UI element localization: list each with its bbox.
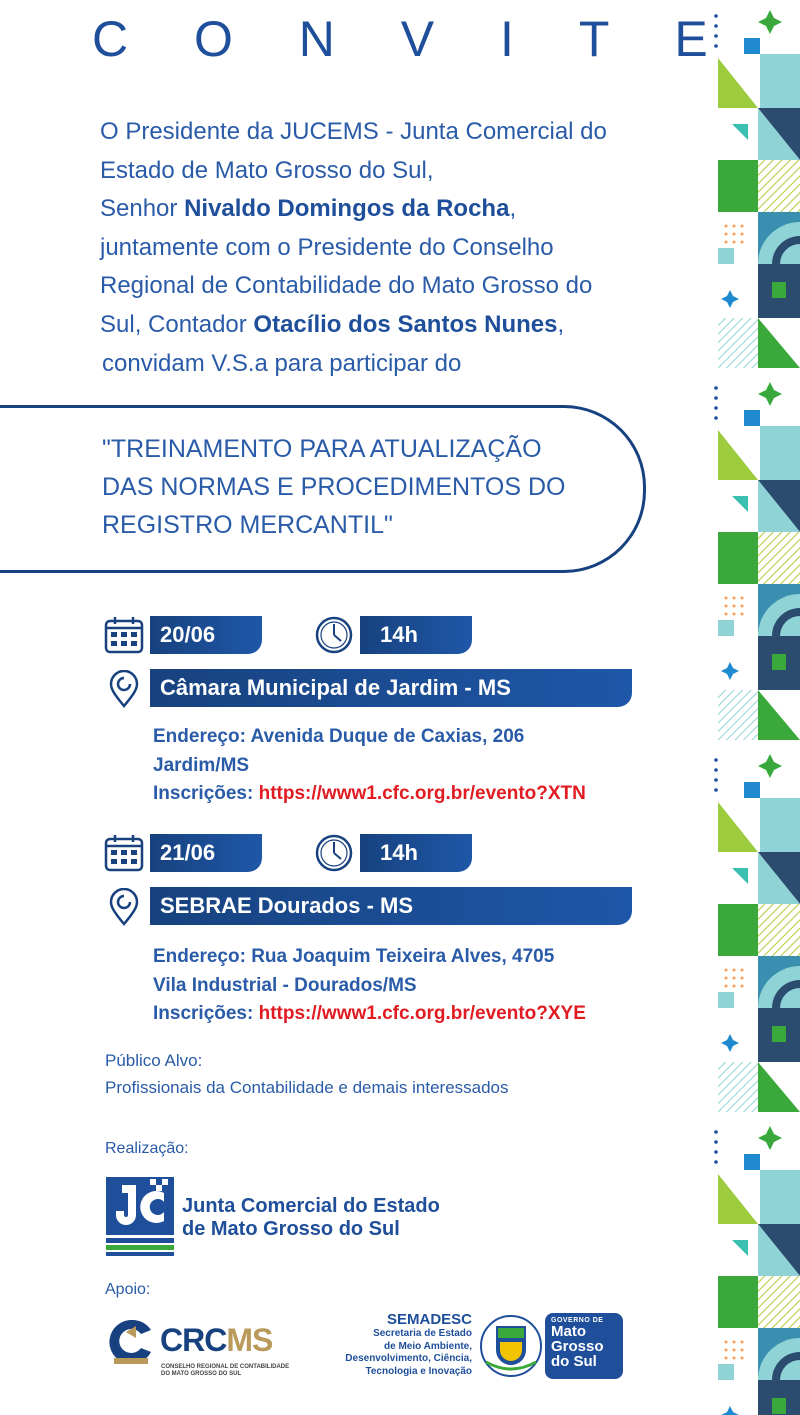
session-address: Endereço: Avenida Duque de Caxias, 206 Jardim/MS Inscrições: https://www1.cfc.org.br/evento?XTN	[153, 726, 586, 804]
location-pin-icon	[108, 670, 140, 708]
intro-line: Estado de Mato Grosso do Sul,	[100, 156, 434, 184]
location-pin-icon	[108, 888, 140, 926]
signup-link[interactable]: https://www1.cfc.org.br/evento?XTN	[258, 783, 586, 804]
crcms-subtitle: CONSELHO REGIONAL DE CONTABILIDADE DO MATO GROSSO DO SUL	[161, 1364, 290, 1377]
target-audience: Público Alvo: Profissionais da Contabilidade e demais interessados	[105, 1051, 509, 1097]
crcms-logo-icon	[106, 1318, 156, 1366]
government-badge: GOVERNO DE Mato Grosso do Sul	[545, 1313, 623, 1379]
calendar-icon	[104, 616, 144, 654]
clock-icon	[314, 615, 354, 655]
calendar-icon	[104, 834, 144, 872]
intro-line: juntamente com o Presidente do Conselho	[100, 233, 554, 261]
session-address: Endereço: Rua Joaquim Teixeira Alves, 4705 Vila Industrial - Dourados/MS Inscrições: https://www1.cfc.org.br/evento?XYE	[153, 946, 586, 1024]
event-title: "TREINAMENTO PARA ATUALIZAÇÃO DAS NORMAS E PROCEDIMENTOS DO REGISTRO MERCANTIL"	[102, 435, 566, 539]
semadesc-logo: SEMADESC Secretaria de Estado de Meio Ambiente, Desenvolvimento, Ciência, Tecnologia e Inovação	[345, 1311, 472, 1377]
time-tag: 14h	[360, 616, 472, 654]
realization-label: Realização:	[105, 1140, 189, 1157]
clock-icon	[314, 833, 354, 873]
counselor-name: Otacílio dos Santos Nunes	[253, 310, 558, 338]
intro-line: O Presidente da JUCEMS - Junta Comercial do	[100, 118, 607, 145]
jucems-logo	[104, 1175, 176, 1257]
date-tag: 20/06	[150, 616, 262, 654]
crcms-wordmark: CRCMS	[160, 1322, 273, 1358]
signup-link[interactable]: https://www1.cfc.org.br/evento?XYE	[258, 1003, 586, 1024]
jucems-name: Junta Comercial do Estado de Mato Grosso do Sul	[182, 1195, 440, 1240]
venue-tag: Câmara Municipal de Jardim - MS	[150, 669, 632, 707]
intro-text	[100, 113, 700, 383]
time-tag: 14h	[360, 834, 472, 872]
page-title: C O N V I T E	[92, 11, 734, 67]
date-tag: 21/06	[150, 834, 262, 872]
venue-tag: SEBRAE Dourados - MS	[150, 887, 632, 925]
president-name: Nivaldo Domingos da Rocha	[184, 195, 510, 223]
intro-line: Sul, Contador Otacílio dos Santos Nunes,	[100, 310, 565, 338]
support-label: Apoio:	[105, 1281, 151, 1298]
intro-line: Regional de Contabilidade do Mato Grosso do	[100, 272, 593, 300]
state-coat-of-arms-icon	[480, 1312, 542, 1380]
intro-line: Senhor Nivaldo Domingos da Rocha,	[100, 195, 517, 223]
decorative-pattern	[712, 0, 800, 1415]
intro-line: convidam V.S.a para participar do	[102, 349, 462, 377]
